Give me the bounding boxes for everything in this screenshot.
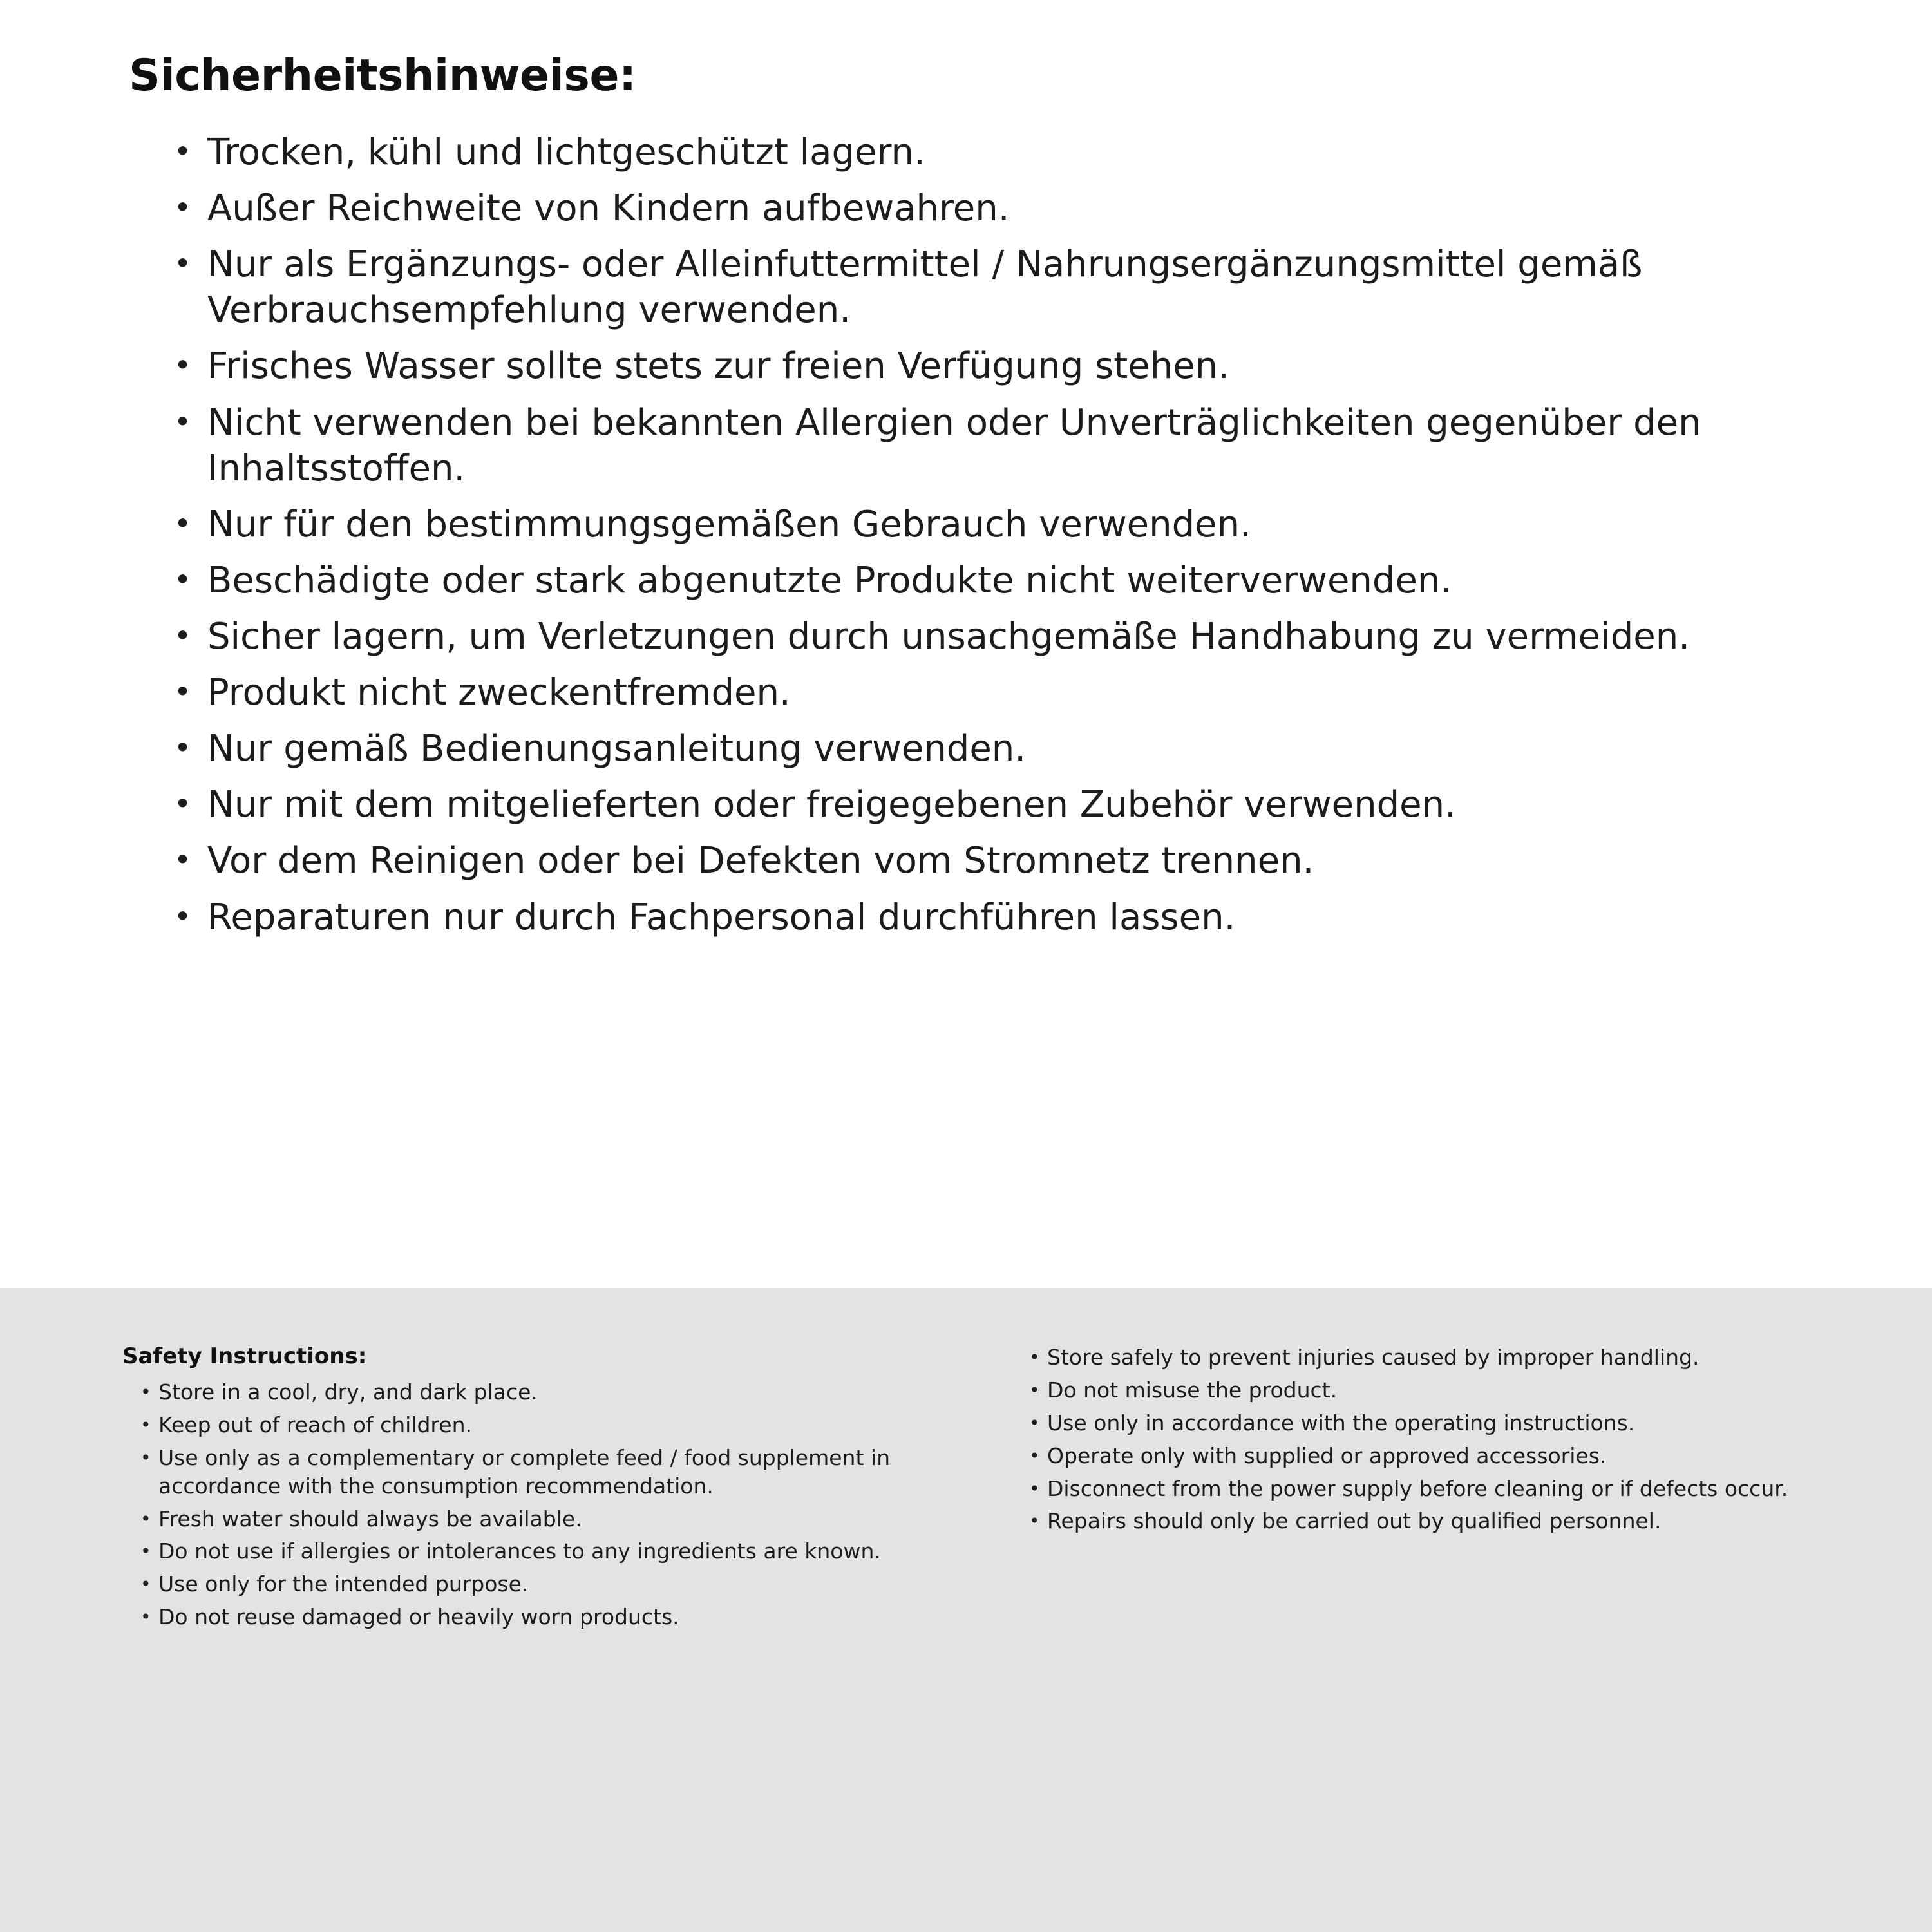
english-column-left xyxy=(122,1343,960,1636)
list-item: • Vor dem Reinigen oder bei Defekten vom Stromnetz trennen. xyxy=(167,838,1835,884)
list-item: • Nur für den bestimmungsgemäßen Gebrauch verwenden. xyxy=(167,502,1835,547)
english-safety-section xyxy=(0,1288,1932,1932)
list-item: • Trocken, kühl und lichtgeschützt lagern. xyxy=(167,129,1835,175)
list-item: • Produkt nicht zweckentfremden. xyxy=(167,670,1835,715)
list-item: • Nur als Ergänzungs- oder Alleinfuttermittel / Nahrungsergänzungsmittel gemäß Verbrauchsempfehlung verwenden. xyxy=(167,242,1835,333)
german-safety-list xyxy=(129,129,1835,940)
list-item: • Store safely to prevent injuries caused by improper handling. xyxy=(1028,1343,1848,1372)
english-section-heading: Safety Instructions: xyxy=(122,1343,367,1369)
list-item: • Reparaturen nur durch Fachpersonal durchführen lassen. xyxy=(167,895,1835,940)
list-item: • Do not reuse damaged or heavily worn products. xyxy=(139,1603,960,1631)
list-item: • Do not use if allergies or intolerances to any ingredients are known. xyxy=(139,1537,960,1566)
list-item: • Keep out of reach of children. xyxy=(139,1411,960,1439)
list-item: • Use only in accordance with the operating instructions. xyxy=(1028,1409,1848,1437)
list-item: • Beschädigte oder stark abgenutzte Produkte nicht weiterverwenden. xyxy=(167,558,1835,603)
list-item: • Use only as a complementary or complete feed / food supplement in accordance with the consumption recommendation. xyxy=(139,1444,960,1501)
list-item: • Operate only with supplied or approved accessories. xyxy=(1028,1442,1848,1470)
english-safety-list-right xyxy=(1011,1343,1848,1535)
list-item: • Nicht verwenden bei bekannten Allergien oder Unverträglichkeiten gegenüber den Inhaltsstoffen. xyxy=(167,400,1835,491)
german-section-heading: Sicherheitshinweise: xyxy=(129,50,636,101)
list-item: • Nur gemäß Bedienungsanleitung verwenden. xyxy=(167,726,1835,772)
list-item: • Sicher lagern, um Verletzungen durch unsachgemäße Handhabung zu vermeiden. xyxy=(167,614,1835,659)
list-item: • Außer Reichweite von Kindern aufbewahren. xyxy=(167,185,1835,231)
english-safety-list-left xyxy=(122,1378,960,1631)
list-item: • Use only for the intended purpose. xyxy=(139,1570,960,1598)
list-item: • Fresh water should always be available. xyxy=(139,1505,960,1533)
list-item: • Store in a cool, dry, and dark place. xyxy=(139,1378,960,1406)
list-item: • Nur mit dem mitgelieferten oder freigegebenen Zubehör verwenden. xyxy=(167,782,1835,828)
list-item: • Repairs should only be carried out by qualified personnel. xyxy=(1028,1507,1848,1535)
list-item: • Do not misuse the product. xyxy=(1028,1376,1848,1405)
list-item: • Frisches Wasser sollte stets zur freien Verfügung stehen. xyxy=(167,343,1835,389)
english-column-right xyxy=(1011,1343,1848,1540)
list-item: • Disconnect from the power supply before cleaning or if defects occur. xyxy=(1028,1475,1848,1503)
